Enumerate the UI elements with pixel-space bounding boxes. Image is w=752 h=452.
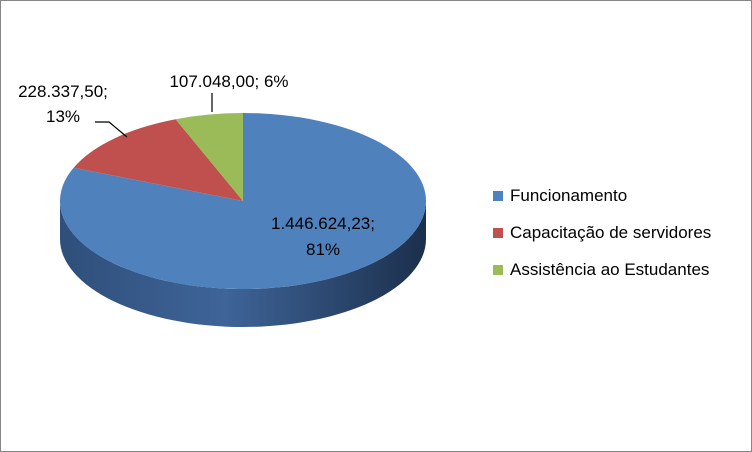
data-label-assistencia: 107.048,00; 6% xyxy=(169,72,289,91)
legend-item-funcionamento xyxy=(493,177,711,214)
data-label-capacitacao: 228.337,50; 13% xyxy=(18,82,108,126)
legend-swatch-assistencia xyxy=(493,265,503,275)
legend-item-assistencia xyxy=(493,251,711,288)
legend xyxy=(493,177,711,288)
legend-label: Assistência ao Estudantes xyxy=(510,259,710,279)
leader-line-capacitacao xyxy=(95,122,127,137)
legend-swatch-funcionamento xyxy=(493,191,503,201)
legend-swatch-capacitacao xyxy=(493,228,503,238)
legend-item-capacitacao xyxy=(493,214,711,251)
legend-label: Funcionamento xyxy=(510,185,628,205)
legend-label: Capacitação de servidores xyxy=(510,222,712,242)
data-label-funcionamento: 1.446.624,23; 81% xyxy=(271,214,375,259)
